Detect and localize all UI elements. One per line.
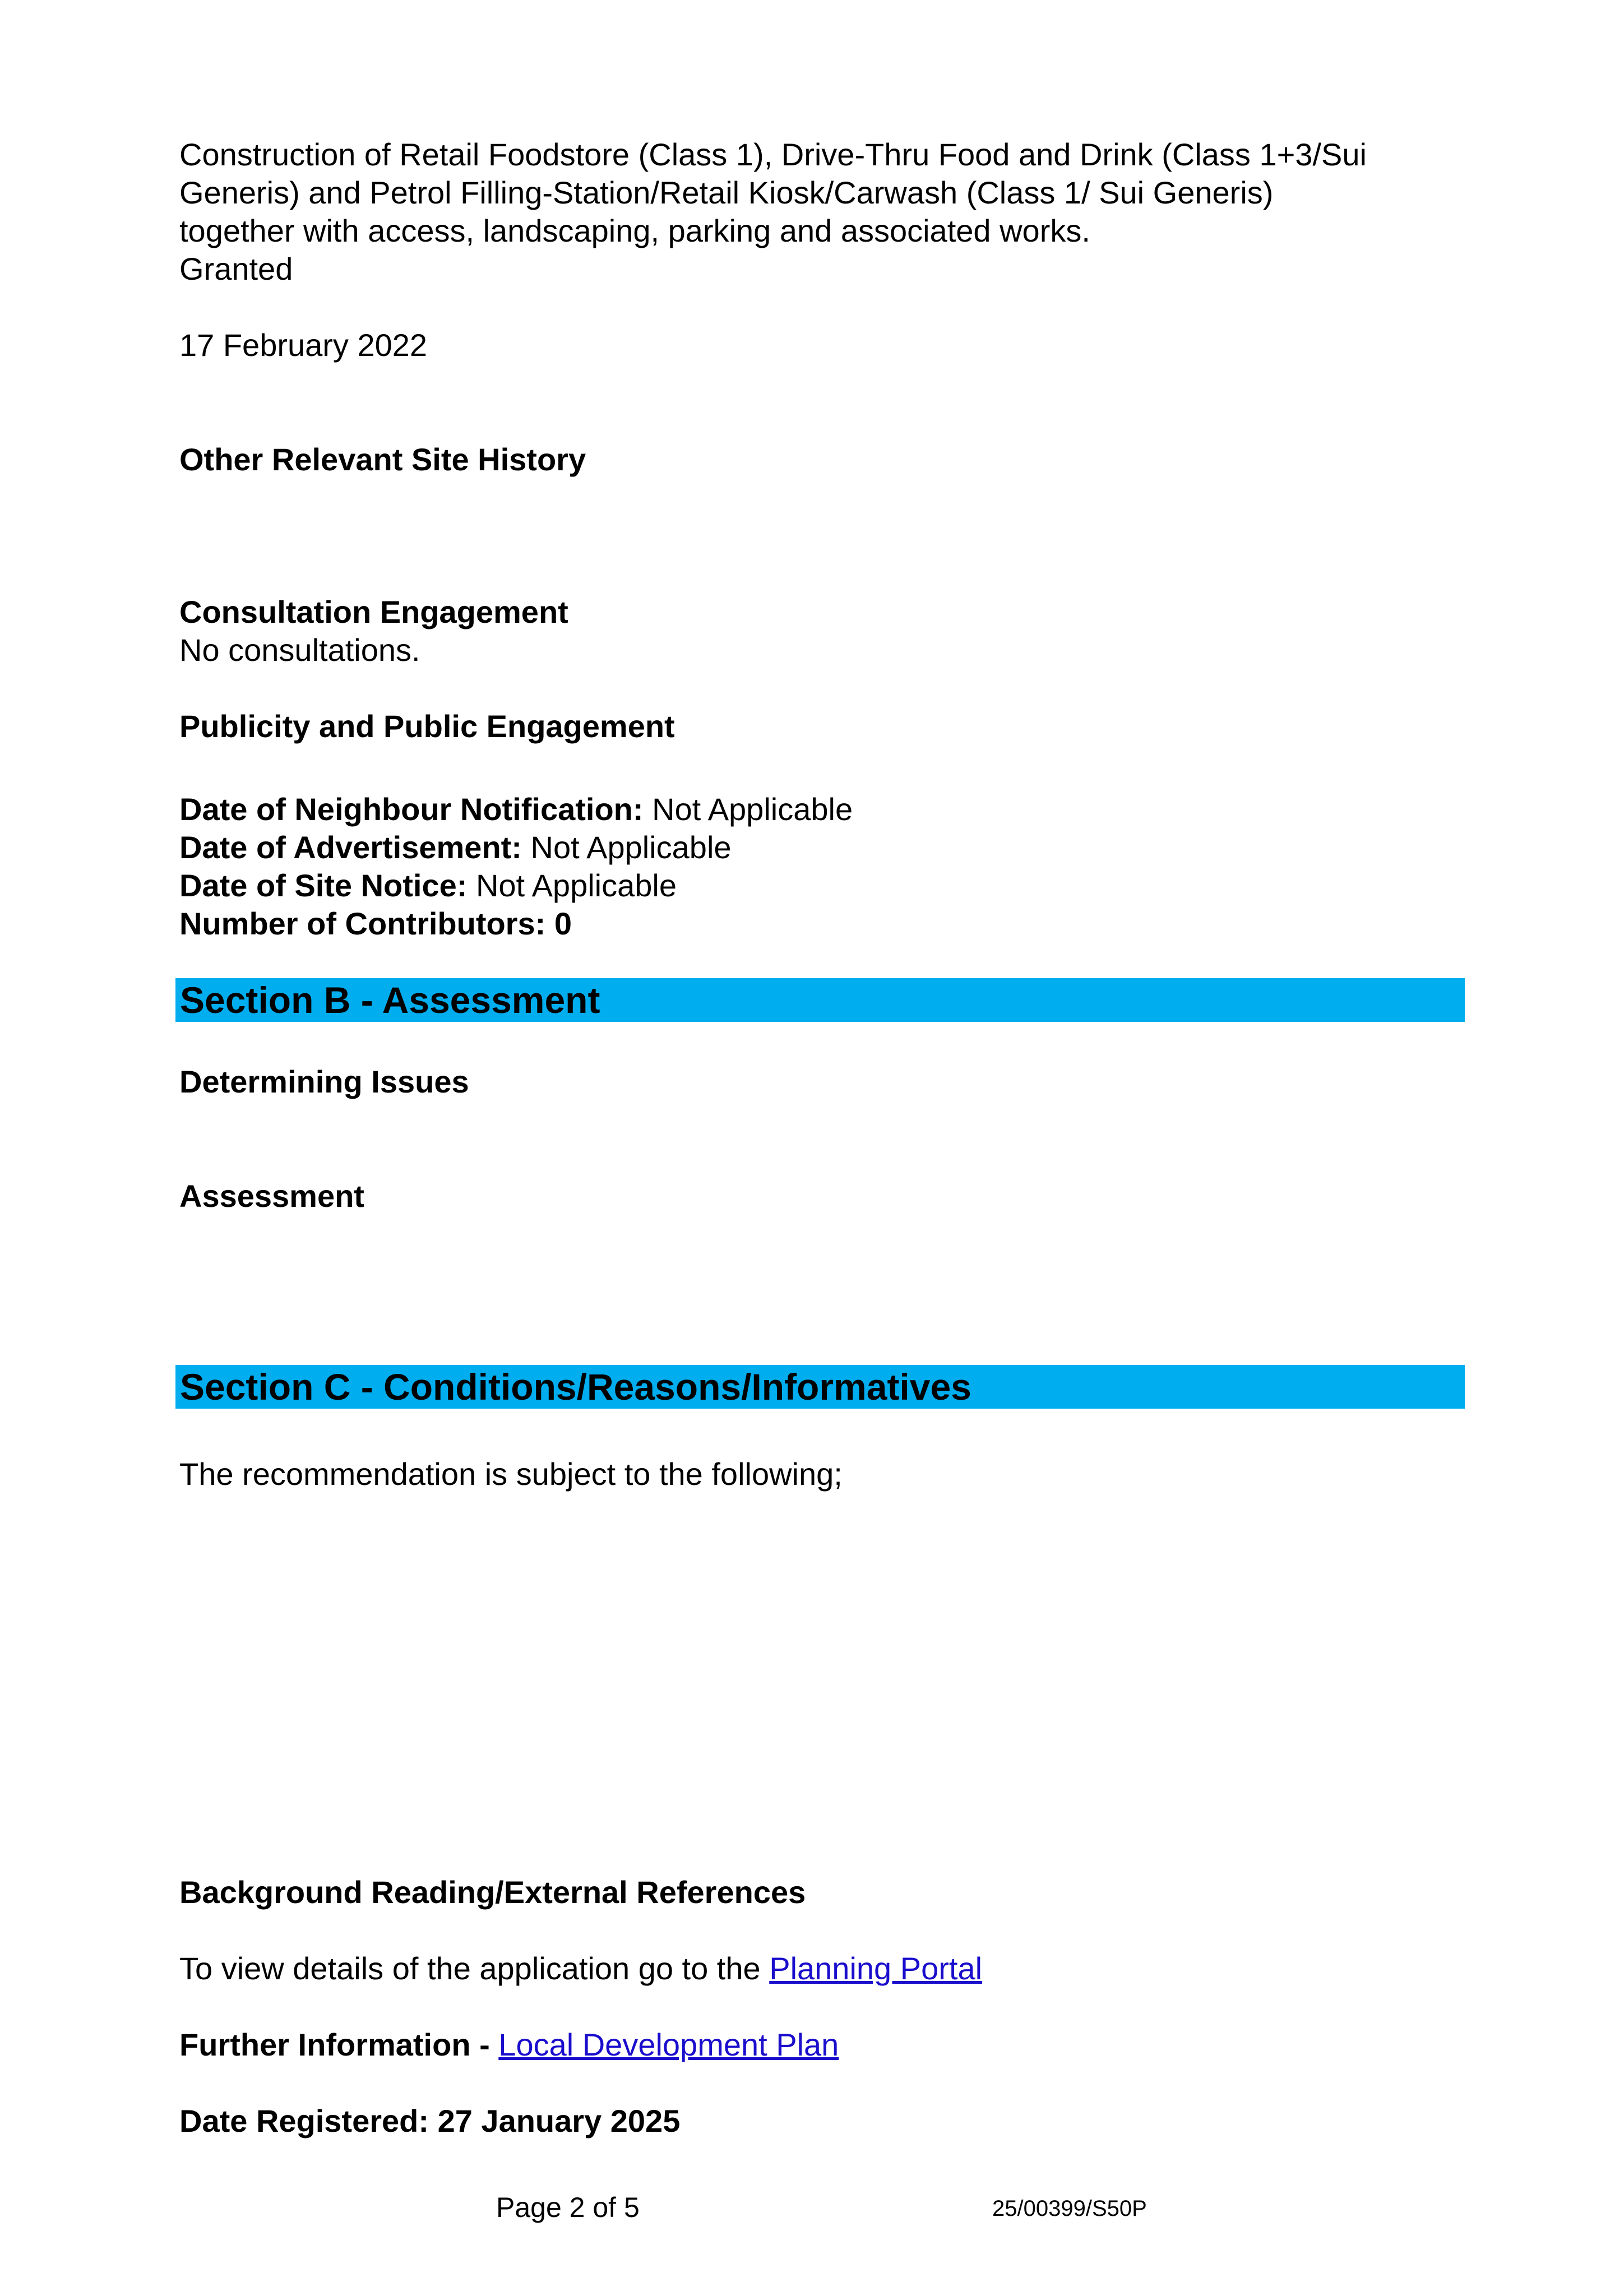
site-notice-value: Not Applicable (467, 868, 677, 903)
other-history-heading: Other Relevant Site History (179, 442, 586, 477)
neighbour-notification-label: Date of Neighbour Notification: (179, 791, 644, 827)
site-notice-label: Date of Site Notice: (179, 868, 468, 903)
planning-portal-row (179, 1950, 982, 1988)
further-information-row (179, 2026, 839, 2064)
proposal-decision: Granted (179, 251, 293, 286)
site-notice-row (179, 867, 677, 905)
proposal-line-2: Generis) and Petrol Filling-Station/Retail Kiosk/Carwash (Class 1/ Sui Generis) (179, 175, 1274, 210)
neighbour-notification-value: Not Applicable (643, 791, 853, 827)
recommendation-text: The recommendation is subject to the following; (179, 1456, 843, 1492)
background-heading: Background Reading/External References (179, 1874, 806, 1910)
proposal-date: 17 February 2022 (179, 327, 428, 363)
application-reference: 25/00399/S50P (992, 2196, 1147, 2221)
assessment-heading: Assessment (179, 1178, 364, 1214)
local-development-plan-link[interactable]: Local Development Plan (498, 2027, 839, 2062)
advertisement-value: Not Applicable (521, 830, 732, 865)
advertisement-label: Date of Advertisement: (179, 830, 522, 865)
section-c-bar (175, 1365, 1465, 1409)
publicity-heading: Publicity and Public Engagement (179, 709, 675, 744)
proposal-line-3: together with access, landscaping, parking and associated works. (179, 213, 1090, 248)
neighbour-notification-row (179, 790, 853, 828)
page-number: Page 2 of 5 (496, 2192, 640, 2223)
advertisement-row (179, 828, 732, 867)
proposal-line-1: Construction of Retail Foodstore (Class 1), Drive-Thru Food and Drink (Class 1+3/Sui (179, 137, 1367, 172)
consultation-text: No consultations. (179, 632, 420, 668)
section-b-bar (175, 978, 1465, 1022)
determining-issues-heading: Determining Issues (179, 1064, 469, 1099)
planning-portal-link[interactable]: Planning Portal (769, 1951, 983, 1986)
planning-portal-prefix: To view details of the application go to the (179, 1951, 770, 1986)
contributors-count: Number of Contributors: 0 (179, 906, 572, 941)
further-information-label: Further Information - (179, 2027, 499, 2062)
consultation-heading: Consultation Engagement (179, 594, 568, 629)
section-b-title: Section B - Assessment (180, 979, 600, 1021)
date-registered: Date Registered: 27 January 2025 (179, 2103, 681, 2138)
section-c-title: Section C - Conditions/Reasons/Informatives (180, 1366, 971, 1408)
